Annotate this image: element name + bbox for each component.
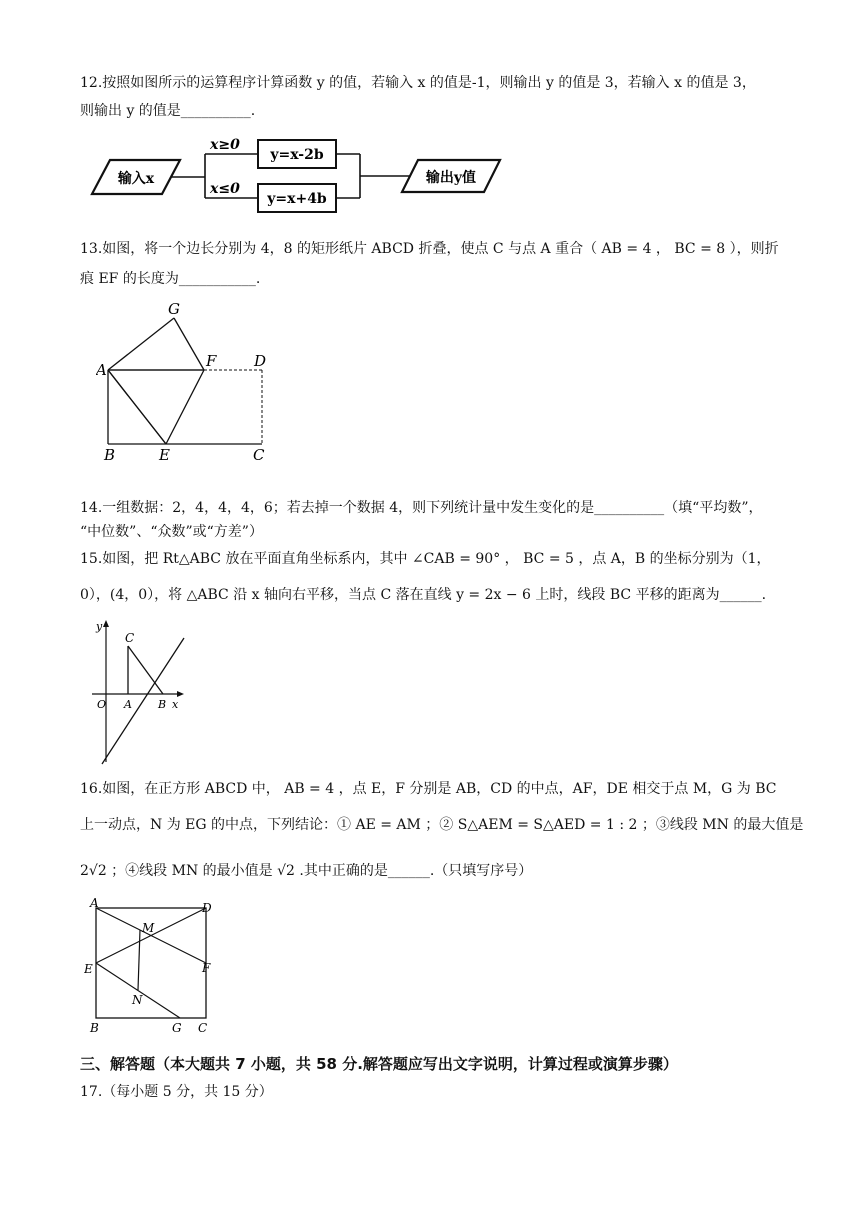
q15-label-B: B <box>158 698 167 711</box>
q16-label-M: M <box>142 921 155 935</box>
q14-text-line2: “中位数”、“众数”或“方差”） <box>80 524 263 540</box>
q13-text-line2: 痕 EF 的长度为___________. <box>80 271 261 287</box>
flow-cond-bottom: x≤0 <box>210 181 240 197</box>
q13-label-G: G <box>168 302 180 318</box>
q15-text-line2: 0），(4，0），将 △ABC 沿 x 轴向右平移，当点 C 落在直线 y = 2x − 6 上时，线段 BC 平移的距离为______. <box>80 587 767 603</box>
q13-label-D: D <box>254 352 267 370</box>
q13-label-C: C <box>253 446 265 464</box>
q15-label-x: x <box>172 698 179 711</box>
q17-text-line1: 17.（每小题 5 分，共 15 分） <box>80 1084 273 1100</box>
flow-formula-bottom: y=x+4b <box>267 191 327 207</box>
q12-flowchart <box>80 132 510 218</box>
q16-label-C: C <box>198 1021 208 1035</box>
q16-label-N: N <box>132 993 143 1007</box>
section3-title: 三、解答题（本大题共 7 小题，共 58 分.解答题应写出文字说明，计算过程或演算步骤） <box>80 1055 678 1073</box>
q16-label-F: F <box>202 961 211 975</box>
flow-output-label: 输出y值 <box>425 170 477 186</box>
q16-label-D: D <box>202 901 212 915</box>
q16-label-A: A <box>90 896 99 910</box>
q15-text-line1: 15.如图，把 Rt△ABC 放在平面直角坐标系内，其中 ∠CAB = 90° ， BC = 5 ，点 A，B 的坐标分别为（1， <box>80 551 771 567</box>
q15-label-A: A <box>124 698 132 711</box>
q16-text-line2: 上一动点，N 为 EG 的中点，下列结论：① AE = AM ；② S△AEM = S△AED = 1 : 2 ；③线段 MN 的最大值是 <box>80 817 804 833</box>
q13-label-E: E <box>159 446 170 464</box>
q15-label-y: y <box>96 620 103 633</box>
q12-text-line2: 则输出 y 的值是__________. <box>80 103 256 119</box>
flow-cond-top: x≥0 <box>210 137 240 153</box>
q15-label-O: O <box>97 698 107 711</box>
q15-label-C: C <box>125 631 135 645</box>
q16-label-E: E <box>84 962 93 976</box>
q13-label-B: B <box>104 446 116 464</box>
flow-input-label: 输入x <box>117 171 155 187</box>
flow-formula-top: y=x-2b <box>270 147 324 163</box>
q16-text-line1: 16.如图，在正方形 ABCD 中， AB = 4 ，点 E，F 分别是 AB，CD 的中点，AF，DE 相交于点 M，G 为 BC <box>80 781 777 797</box>
q16-figure <box>84 896 224 1036</box>
q13-figure <box>96 302 276 464</box>
q13-label-F: F <box>206 352 217 370</box>
q16-text-line3: 2√2 ；④线段 MN 的最小值是 √2 .其中正确的是______.（只填写序号） <box>80 863 533 879</box>
q16-label-G: G <box>172 1021 182 1035</box>
q13-text-line1: 13.如图，将一个边长分别为 4，8 的矩形纸片 ABCD 折叠，使点 C 与点 A 重合（ AB = 4 ， BC = 8 ），则折 <box>80 241 779 257</box>
q13-label-A: A <box>96 361 107 379</box>
q14-text-line1: 14.一组数据：2，4，4，4，6；若去掉一个数据 4，则下列统计量中发生变化的是__________（填“平均数”， <box>80 500 763 516</box>
q12-text-line1: 12.按照如图所示的运算程序计算函数 y 的值，若输入 x 的值是-1，则输出 y 的值是 3，若输入 x 的值是 3， <box>80 75 756 91</box>
q16-label-B: B <box>90 1021 99 1035</box>
q15-figure <box>88 618 192 766</box>
